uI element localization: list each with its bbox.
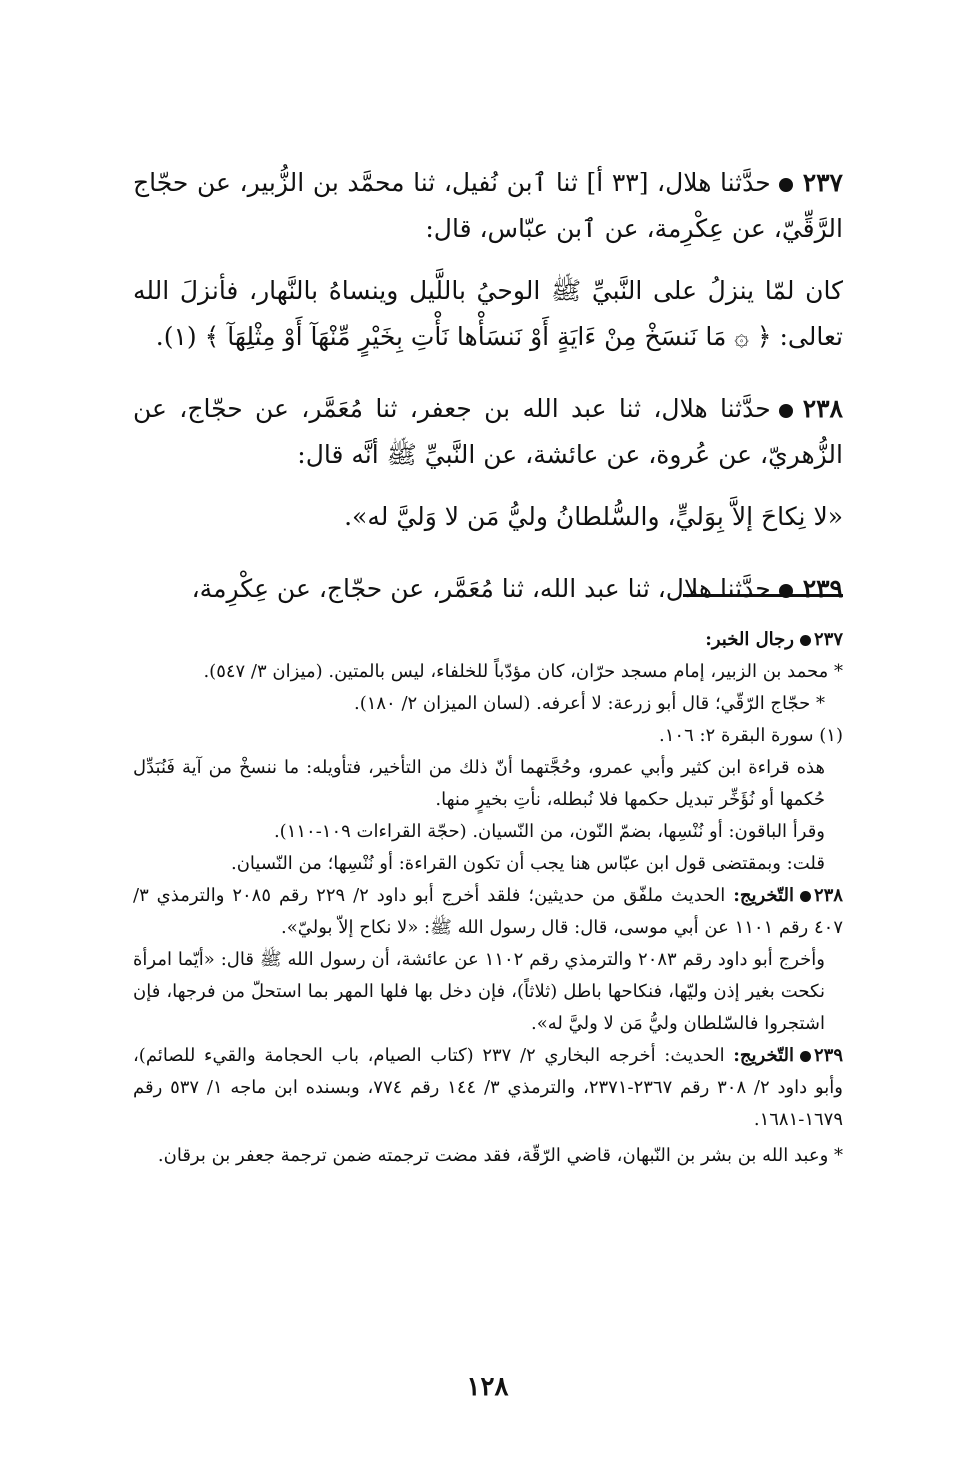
footnote-1-para-1: هذه قراءة ابن كثير وأبي عمرو، وحُجَّتهما أنّ ذلك من التأخير، فتأويله: ما ننسخْ من آية فَنُبَدِّل حُكمها أو نُؤَخِّر تبديل حكمها فلا نُبطله، نأتِ بخيرٍ منها. bbox=[133, 757, 825, 810]
hadith-number: ٢٣٨ bbox=[802, 394, 843, 423]
note-238-line-1: الحديث ملفّق من حديثين؛ فلقد أخرج أبو داود ٢/ ٢٢٩ رقم ٢٠٨٥ والترمذي ٣/ ٤٠٧ رقم ١١٠١ عن أبي موسى، قال: قال رسول الله ﷺ: «لا نكاح إلاّ بوليّ». bbox=[133, 885, 843, 938]
hadith-238-matn: «لا نِكاحَ إلاَّ بِوَليٍّ، والسُّلطانُ وليُّ مَن لا وَليَّ له». bbox=[344, 502, 843, 531]
footnote-separator bbox=[683, 594, 843, 597]
bullet-dot-icon bbox=[800, 1051, 811, 1062]
hadith-number: ٢٣٧ bbox=[802, 168, 843, 197]
bullet-dot-icon bbox=[779, 404, 793, 418]
note-heading: رجال الخبر: bbox=[705, 629, 794, 650]
page-number: ١٢٨ bbox=[466, 1372, 509, 1402]
footnote-1-para-2: وقرأ الباقون: أو نُنْسِها، بضمّ النّون، من النّسيان. (حجّة القراءات ١٠٩-١١٠). bbox=[273, 821, 825, 842]
isnad-text: حدَّثنا هلال، ثنا عبد الله، ثنا مُعَمَّر، عن حجّاج، عن عِكْرِمة، bbox=[191, 574, 771, 603]
hadith-number: ٢٣٩ bbox=[802, 574, 843, 603]
footnotes bbox=[133, 624, 843, 1172]
note-237-line-1: * محمد بن الزبير، إمام مسجد حرّان، كان مؤدّباً للخلفاء، ليس بالمتين. (ميزان ٣/ ٥٤٧). bbox=[203, 661, 843, 682]
isnad-text: حدَّثنا هلال، [٣٣ أ] ثنا ٱبن نُفيل، ثنا محمَّد بن الزُّبير، عن حجّاج الرَّقِّيّ، عن عِكْرِمة، عن ٱبن عبّاس، قال: bbox=[133, 168, 843, 243]
isnad-text: حدَّثنا هلال، ثنا عبد الله بن جعفر، ثنا مُعَمَّر، عن حجّاج، عن الزُّهريّ، عن عُروة، عن عائشة، عن النَّبيِّ ﷺ أنَّه قال: bbox=[133, 394, 843, 469]
bullet-dot-icon bbox=[800, 891, 811, 902]
bullet-dot-icon bbox=[800, 635, 811, 646]
hadith-237-matn: كان لمّا ينزلُ على النَّبيِّ ﷺ الوحيُ باللَّيل وينساهُ بالنَّهار، فأنزلَ الله تعالى: ﴿ ۞ مَا نَنسَخْ مِنْ ءَايَةٍ أَوْ نَنسَأْها نَأْتِ بِخَيْرٍ مِّنْهَآ أَوْ مِثْلِهَآ ﴾ (١). bbox=[133, 276, 843, 351]
footnote-1: (١) سورة البقرة ٢: ١٠٦. bbox=[659, 725, 843, 746]
note-239-line-1: الحديث: أخرجه البخاري ٢/ ٢٣٧ (كتاب الصيام، باب الحجامة والقيء للصائم)، وأبو داود ٢/ ٣٠٨ رقم ٢٣٦٧-٢٣٧١، والترمذي ٣/ ١٤٤ رقم ٧٧٤، وبسنده ابن ماجه ١/ ٥٣٧ رقم ١٦٧٩-١٦٨١. bbox=[133, 1045, 843, 1130]
note-237-line-2: * حجّاج الرّقّي؛ قال أبو زرعة: لا أعرفه. (لسان الميزان ٢/ ١٨٠). bbox=[353, 693, 825, 714]
note-239-line-2: * وعبد الله بن بشر بن النّبهان، قاضي الرّقّة، فقد مضت ترجمته ضمن ترجمة جعفر بن برقان. bbox=[157, 1145, 843, 1166]
note-237-heading bbox=[133, 624, 843, 656]
note-heading: التّخريج: bbox=[733, 885, 794, 906]
footnote-1-para-3: قلت: وبمقتضى قول ابن عبّاس هنا يجب أن تكون القراءة: أو نُنْسِها؛ من النّسيان. bbox=[230, 853, 825, 874]
main-text bbox=[133, 160, 843, 638]
note-number: ٢٣٩ bbox=[814, 1045, 844, 1066]
note-heading: التّخريج: bbox=[733, 1045, 794, 1066]
note-239 bbox=[133, 1040, 843, 1136]
hadith-239-isnad bbox=[133, 566, 843, 612]
note-238-line-2: وأخرج أبو داود رقم ٢٠٨٣ والترمذي رقم ١١٠٢ عن عائشة، أن رسول الله ﷺ قال: «أيّما امرأة نكحت بغير إذن وليّها، فنكاحها باطل (ثلاثاً)، فإن دخل بها فلها المهر بما استحلّ من فرجها، فإن اشتجروا فالسّلطان وليُّ مَن لا وليَّ له». bbox=[133, 949, 825, 1034]
note-number: ٢٣٨ bbox=[813, 885, 843, 906]
note-238 bbox=[133, 880, 843, 944]
note-number: ٢٣٧ bbox=[813, 629, 843, 650]
bullet-dot-icon bbox=[779, 178, 793, 192]
hadith-237-isnad bbox=[133, 160, 843, 252]
hadith-238-isnad bbox=[133, 386, 843, 478]
